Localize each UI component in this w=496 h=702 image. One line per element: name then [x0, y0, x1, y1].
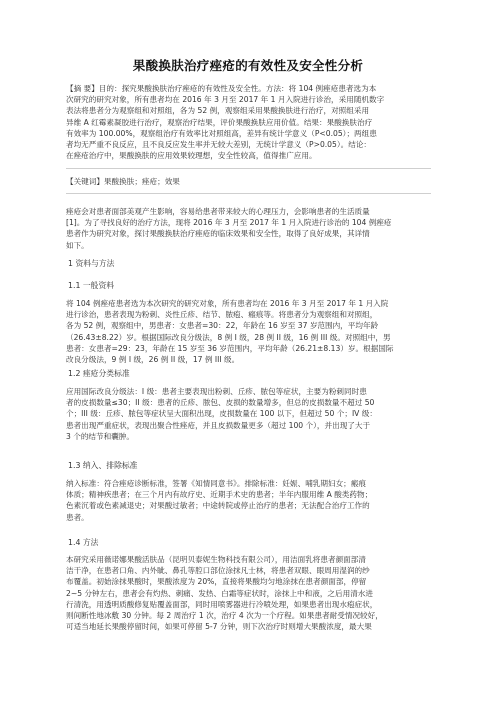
classification-block [66, 386, 434, 442]
general-info-line: 将 104 例痤疮患者选为本次研究的研究对象，所有患者均在 2016 年 3 月至 2017 年 1 月入院 [66, 299, 389, 308]
abstract-line: 【摘 要】目的：探究果酸换肤治疗痤疮的有效性及安全性。方法：将 104 例痤疮患者选为本 [66, 84, 377, 93]
keywords-block [66, 176, 434, 187]
section-heading: 1.4 方法 [68, 538, 99, 547]
classification-line: 个；III 级：丘疹、脓包等症状呈大面积出现，皮损数量在 100 以下，但超过 50 个；IV 级： [66, 409, 377, 419]
methods-line: 则间断性地冰敷 30 分钟。每 2 周治疗 1 次，治疗 4 次为一个疗程。如果患者耐受情况较好， [66, 610, 383, 620]
section-heading: 1.3 纳入、排除标准 [68, 461, 138, 470]
classification-line: 3 个的结节和囊肿。 [66, 431, 134, 441]
classification-line: 应用国际改良分级法：I 级：患者主要表现出粉刺、丘疹、脓包等症状，主要为粉刺同时患 [66, 387, 367, 396]
general-info-line: （26.43±8.22）岁。根据国际改良分级法，8 例 I 级，28 例 II 级，16 例 III 级。对照组中，男 [66, 332, 391, 342]
general-info-line: 改良分级法，9 例 I 级，26 例 II 级，17 例 III 级。 [66, 354, 240, 364]
abstract-line: 在痤疮治疗中，果酸换肤的应用效果较理想，安全性较高，值得推广应用。 [66, 151, 317, 161]
abstract-line: 者均无严重不良反应，且不良反应发生率并无较大差别，无统计学意义（P>0.05）。结论： [66, 139, 372, 149]
methods-line: 本研究采用薇诺娜果酸活肤品（昆明贝泰妮生物科技有限公司），用洁面乳将患者颜面部清 [66, 555, 366, 564]
methods-line: 2~5 分钟左右，患者会有灼热、刺痛、发热、白霜等症状时，涂抹上中和液，之后用清水进 [66, 588, 373, 598]
paper-title: 果酸换肤治疗痤疮的有效性及安全性分析 [132, 58, 364, 73]
intro-line: 患者作为研究对象，探讨果酸换肤治疗痤疮的临床效果和安全性，取得了良好成果，其详情 [66, 229, 370, 239]
intro-block [66, 206, 434, 251]
classification-line: 者的皮损数量≤30；II 级：患者的丘疹、脓包、皮损的数量增多，但总的皮损数量不超过 50 [66, 398, 375, 408]
criteria-line: 色素沉着或色素减退史；对果酸过敏者；中途转院或停止治疗的患者；无法配合治疗工作的 [66, 501, 370, 511]
abstract-line: 表法将患者分为观察组和对照组，各为 52 例，观察组采用果酸换肤进行治疗，对照组采用 [66, 106, 370, 116]
classification-line: 患者出现严重症状，表现出聚合性痤疮，并且皮损数量更多（超过 100 个），并出现了大于 [66, 420, 371, 430]
abstract-line: 次研究的研究对象，所有患者均在 2016 年 3 月至 2017 年 1 月入院进行诊治，采用随机数字 [66, 95, 385, 105]
criteria-line: 患者。 [66, 512, 89, 522]
criteria-block [66, 478, 434, 523]
intro-line: [1]。为了寻找良好的治疗方法，现将 2016 年 3 月至 2017 年 1 月入院进行诊治的 104 例痤疮 [66, 218, 392, 228]
abstract-line: 有效率为 100.00%，观察组治疗有效率比对照组高，差异有统计学意义（P<0.05）；两组患 [66, 128, 377, 138]
methods-line: 洁干净，在患者口角、内外眦、鼻孔等腔口部位涂抹凡士林，将患者双眼、眼周用湿润的纱 [66, 566, 370, 576]
methods-line: 可适当地延长果酸停留时间，如果可停留 5-7 分钟，则下次治疗时则增大果酸浓度，最大果 [66, 622, 372, 632]
general-info-line: 进行诊治，患者表现为粉刺、炎性丘疹、结节、脓疱、瘢痕等。将患者分为观察组和对照组， [66, 310, 378, 320]
criteria-line: 体质；精神疾患者；在三个月内有故疗史、近期手术史的患者；半年内服用维 A 酸类药物； [66, 490, 373, 500]
methods-line: 行清洗，用透明质酸修复贴覆盖面部，同时用喷雾器进行冷喷处理，如果患者出现水疱症状， [66, 599, 378, 609]
methods-block [66, 554, 434, 632]
general-info-block [66, 298, 434, 365]
section-heading: 1 资料与方法 [68, 259, 115, 268]
general-info-line: 患者：女患者=29：23，年龄在 15 岁至 36 岁范围内，平均年龄（26.21±8.13）岁。根据国际 [66, 343, 394, 353]
abstract-block [66, 83, 434, 161]
abstract-divider [66, 168, 431, 169]
keywords-line: 【关键词】果酸换肤；痤疮；效果 [66, 177, 180, 186]
general-info-line: 各为 52 例，观察组中，男患者：女患者=30：22，年龄在 16 岁至 37 岁范围内，平均年龄 [66, 321, 379, 331]
methods-line: 布覆盖。初始涂抹果酸时，果酸浓度为 20%，直接将果酸均匀地涂抹在患者颜面部，停留 [66, 577, 367, 587]
section-heading: 1.2 痤疮分类标准 [68, 369, 130, 378]
intro-line: 如下。 [66, 240, 89, 250]
section-heading: 1.1 一般资料 [68, 281, 115, 290]
criteria-line: 纳入标准：符合痤疮诊断标准，签署《知情同意书》。排除标准：妊娠、哺乳期妇女；瘢痕 [66, 479, 366, 488]
keywords-divider [66, 193, 431, 194]
intro-line: 痤疮会对患者面部美观产生影响，容易给患者带来较大的心理压力，会影响患者的生活质量 [66, 207, 370, 216]
abstract-line: 异维 A 红霉素凝胶进行治疗，观察治疗结果，评价果酸换肤应用价值。结果：果酸换肤治疗 [66, 117, 373, 127]
